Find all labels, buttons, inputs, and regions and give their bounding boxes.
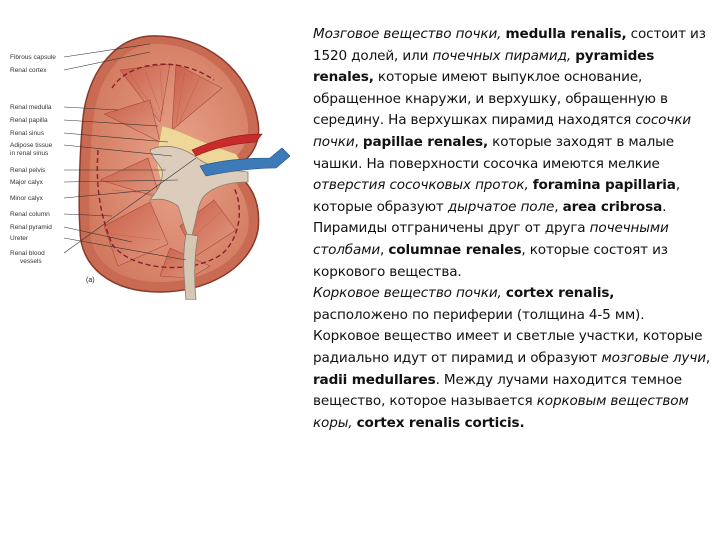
label-adipose-tissue-2: in renal sinus xyxy=(10,150,49,157)
russian-term: сосочки почки xyxy=(313,112,691,150)
label-renal-pyramid: Renal pyramid xyxy=(10,224,52,231)
latin-term: radii medullares xyxy=(313,371,436,388)
russian-term: почечных пирамид, xyxy=(432,47,572,64)
text-run: состоит из 1520 долей, или xyxy=(313,26,706,64)
label-ureter: Ureter xyxy=(10,235,29,242)
label-renal-papilla: Renal papilla xyxy=(10,117,48,124)
paragraph-medulla xyxy=(313,24,713,283)
text-run: которые заходят в малые чашки. На поверхности сосочка имеются мелкие xyxy=(313,133,674,172)
text-run: которые имеют выпуклое основание, обращенное кнаружи, и верхушку, обращенную в середину. На верхушках пирамид находятся xyxy=(313,69,668,129)
label-major-calyx: Major calyx xyxy=(10,179,43,186)
russian-term: отверстия сосочковых проток, xyxy=(313,177,529,194)
text-run: , xyxy=(354,133,363,150)
text-run: , которые состоят из коркового вещества. xyxy=(313,241,668,280)
latin-term: medulla renalis, xyxy=(505,26,627,42)
latin-term: pyramides renales, xyxy=(313,47,655,86)
latin-term: cortex renalis, xyxy=(505,285,615,302)
paragraph-cortex xyxy=(313,283,713,434)
russian-term: Мозговое вещество почки, xyxy=(313,26,506,42)
russian-term: дырчатое поле xyxy=(447,198,555,215)
label-minor-calyx: Minor calyx xyxy=(10,195,43,202)
label-renal-sinus: Renal sinus xyxy=(10,130,44,137)
text-run: , xyxy=(705,349,711,366)
text-run: . Пирамиды отграничены друг от друга xyxy=(313,198,667,237)
label-fibrous-capsule: Fibrous capsule xyxy=(10,54,56,61)
latin-term: foramina papillaria xyxy=(532,177,676,194)
latin-term: cortex renalis corticis. xyxy=(356,414,525,431)
kidney-illustration xyxy=(0,30,310,300)
text-run: расположено по периферии (толщина 4-5 мм). Корковое вещество имеет и светлые участки, которые радиально идут от пирамид и образуют xyxy=(313,306,703,366)
label-renal-medulla: Renal medulla xyxy=(10,104,52,111)
text-run: , которые образуют xyxy=(313,177,680,215)
russian-term: почечными столбами xyxy=(313,220,669,258)
label-adipose-tissue: Adipose tissue xyxy=(10,142,53,149)
label-renal-column: Renal column xyxy=(10,211,50,218)
latin-term: area cribrosa xyxy=(562,198,663,215)
kidney-anatomy-figure xyxy=(0,30,310,300)
russian-term: Корковое вещество почки, xyxy=(313,285,506,302)
russian-term: мозговые лучи xyxy=(601,349,706,366)
body-text xyxy=(313,24,713,434)
label-renal-cortex: Renal cortex xyxy=(10,67,47,74)
text-run: , xyxy=(554,198,563,215)
latin-term: columnae renales xyxy=(388,241,522,258)
label-renal-blood-vessels: Renal blood xyxy=(10,250,45,257)
latin-term: papillae renales, xyxy=(362,133,488,150)
text-run: , xyxy=(380,241,389,258)
label-renal-pelvis: Renal pelvis xyxy=(10,167,46,174)
text-run: . Между лучами находится темное вещество, которое называется xyxy=(313,371,682,410)
label-renal-blood-vessels-2: vessels xyxy=(20,258,42,265)
russian-term: корковым веществом коры, xyxy=(313,393,689,431)
figure-letter: (a) xyxy=(86,277,95,284)
